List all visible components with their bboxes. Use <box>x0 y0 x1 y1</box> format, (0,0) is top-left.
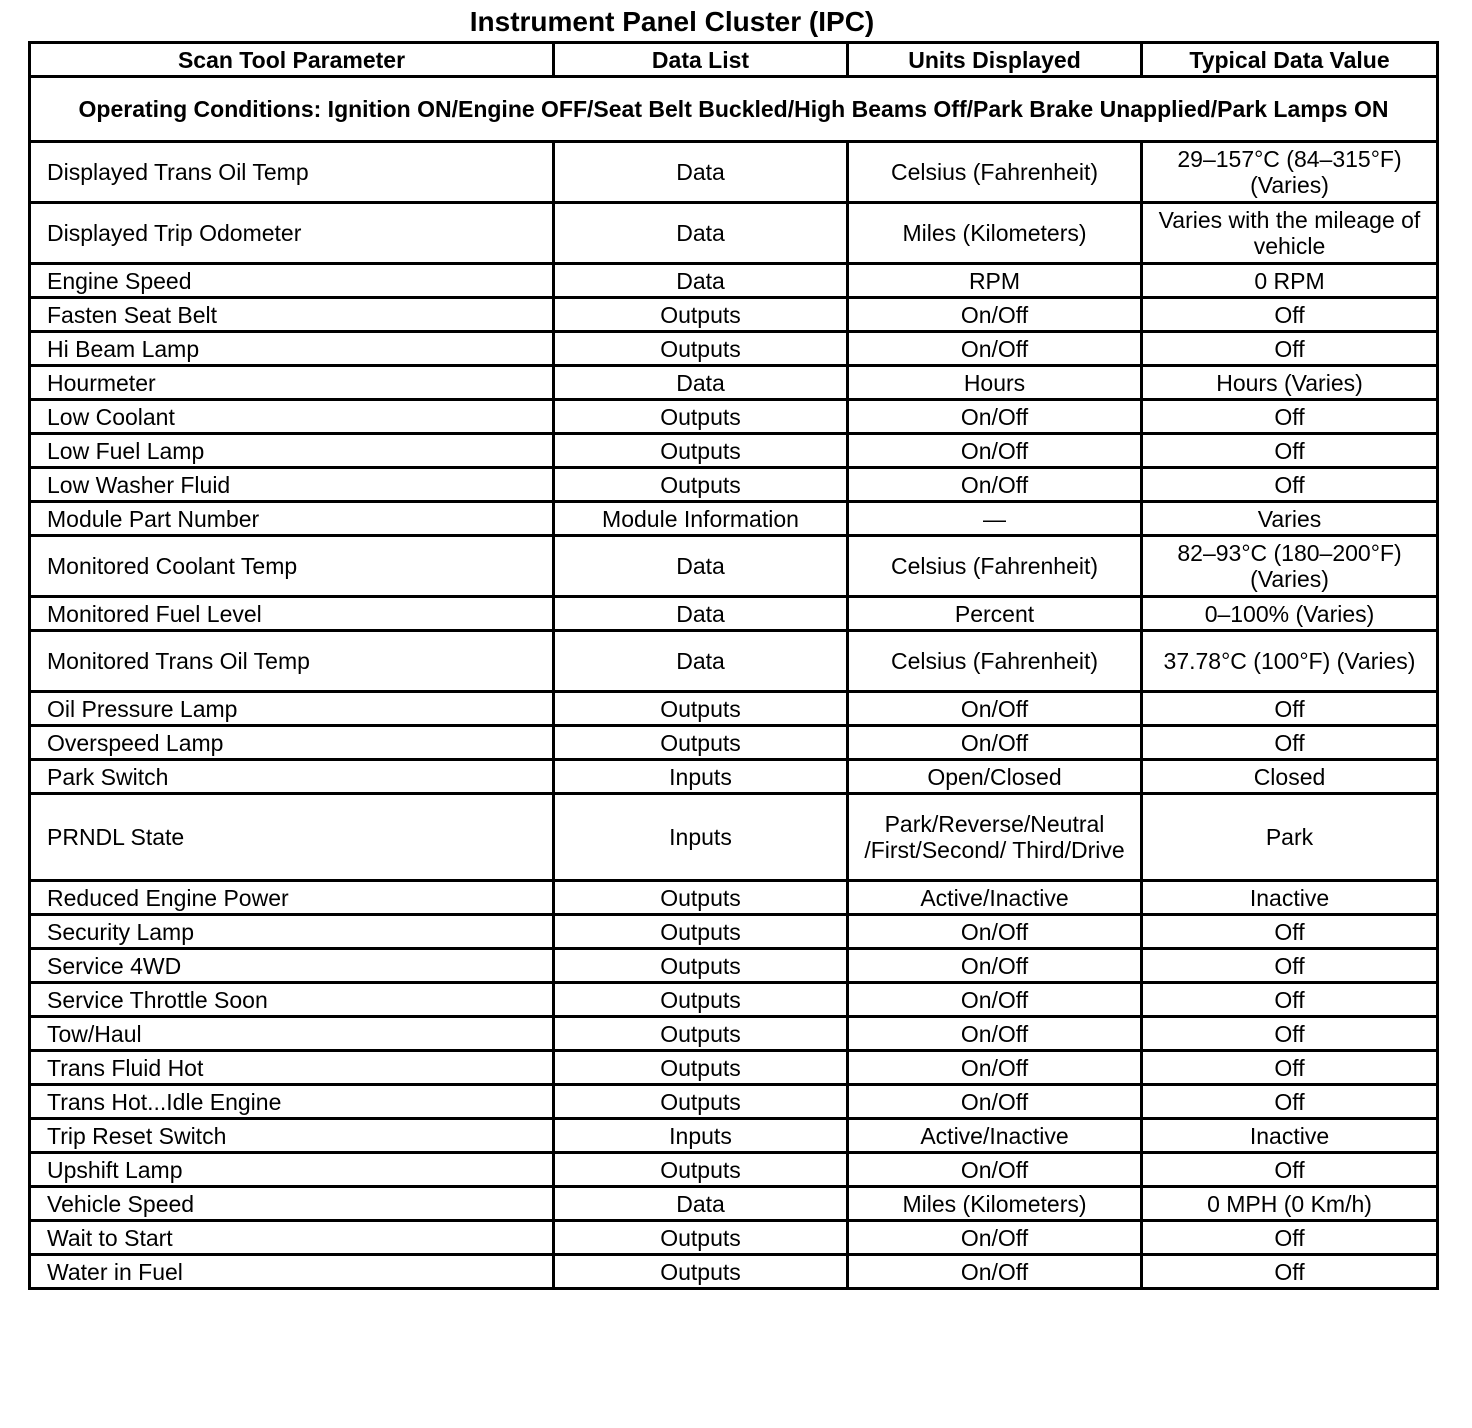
cell-data-list: Outputs <box>554 1017 848 1051</box>
cell-units: On/Off <box>848 949 1142 983</box>
cell-typical-value: 82–93°C (180–200°F) (Varies) <box>1142 536 1438 597</box>
header-data-list: Data List <box>554 43 848 77</box>
cell-units: On/Off <box>848 1085 1142 1119</box>
cell-typical-value: Off <box>1142 1051 1438 1085</box>
cell-parameter: Fasten Seat Belt <box>30 298 554 332</box>
table-row <box>30 794 1438 881</box>
cell-units: On/Off <box>848 692 1142 726</box>
cell-data-list: Data <box>554 203 848 264</box>
cell-typical-value: Off <box>1142 1255 1438 1289</box>
table-row <box>30 1119 1438 1153</box>
table-row <box>30 983 1438 1017</box>
table-row <box>30 760 1438 794</box>
cell-units: On/Off <box>848 1153 1142 1187</box>
page-title: Instrument Panel Cluster (IPC) <box>469 6 875 37</box>
cell-units: Open/Closed <box>848 760 1142 794</box>
cell-parameter: Upshift Lamp <box>30 1153 554 1187</box>
cell-typical-value: Off <box>1142 692 1438 726</box>
cell-typical-value: Off <box>1142 1221 1438 1255</box>
cell-data-list: Outputs <box>554 468 848 502</box>
table-row <box>30 203 1438 264</box>
table-row <box>30 142 1438 203</box>
table-row <box>30 298 1438 332</box>
cell-parameter: Displayed Trans Oil Temp <box>30 142 554 203</box>
cell-data-list: Outputs <box>554 1255 848 1289</box>
cell-parameter: Monitored Fuel Level <box>30 597 554 631</box>
cell-parameter: Reduced Engine Power <box>30 881 554 915</box>
cell-typical-value: Varies <box>1142 502 1438 536</box>
cell-typical-value: Off <box>1142 468 1438 502</box>
cell-typical-value: 0 MPH (0 Km/h) <box>1142 1187 1438 1221</box>
cell-parameter: Hi Beam Lamp <box>30 332 554 366</box>
cell-data-list: Outputs <box>554 692 848 726</box>
table-row <box>30 1255 1438 1289</box>
header-scan-tool-parameter: Scan Tool Parameter <box>30 43 554 77</box>
cell-parameter: Wait to Start <box>30 1221 554 1255</box>
cell-data-list: Outputs <box>554 1051 848 1085</box>
cell-typical-value: Off <box>1142 983 1438 1017</box>
cell-typical-value: 0 RPM <box>1142 264 1438 298</box>
cell-data-list: Inputs <box>554 760 848 794</box>
cell-typical-value: Off <box>1142 434 1438 468</box>
cell-units: On/Off <box>848 915 1142 949</box>
cell-units: Percent <box>848 597 1142 631</box>
operating-conditions: Operating Conditions: Ignition ON/Engine OFF/Seat Belt Buckled/High Beams Off/Park Brake Unapplied/Park Lamps ON <box>30 77 1438 142</box>
table-row <box>30 400 1438 434</box>
table-row <box>30 468 1438 502</box>
table-row <box>30 1051 1438 1085</box>
cell-data-list: Data <box>554 366 848 400</box>
cell-units: Park/Reverse/Neutral /First/Second/ Third/Drive <box>848 794 1142 881</box>
cell-data-list: Outputs <box>554 434 848 468</box>
cell-parameter: Monitored Coolant Temp <box>30 536 554 597</box>
table-row <box>30 502 1438 536</box>
ipc-data-table <box>28 41 1439 1290</box>
cell-typical-value: Off <box>1142 332 1438 366</box>
cell-typical-value: Off <box>1142 915 1438 949</box>
cell-typical-value: Inactive <box>1142 881 1438 915</box>
cell-parameter: Displayed Trip Odometer <box>30 203 554 264</box>
cell-data-list: Outputs <box>554 949 848 983</box>
cell-typical-value: 37.78°C (100°F) (Varies) <box>1142 631 1438 692</box>
cell-parameter: Oil Pressure Lamp <box>30 692 554 726</box>
operating-conditions-row <box>30 77 1438 142</box>
cell-data-list: Outputs <box>554 298 848 332</box>
cell-data-list: Data <box>554 631 848 692</box>
cell-parameter: Park Switch <box>30 760 554 794</box>
cell-units: RPM <box>848 264 1142 298</box>
cell-units: Miles (Kilometers) <box>848 1187 1142 1221</box>
cell-typical-value: Off <box>1142 726 1438 760</box>
cell-data-list: Data <box>554 264 848 298</box>
table-row <box>30 726 1438 760</box>
cell-units: On/Off <box>848 332 1142 366</box>
cell-data-list: Data <box>554 1187 848 1221</box>
table-row <box>30 597 1438 631</box>
cell-typical-value: Off <box>1142 1017 1438 1051</box>
cell-units: On/Off <box>848 400 1142 434</box>
cell-parameter: Overspeed Lamp <box>30 726 554 760</box>
table-row <box>30 366 1438 400</box>
cell-data-list: Data <box>554 142 848 203</box>
cell-typical-value: Off <box>1142 400 1438 434</box>
cell-units: On/Off <box>848 1221 1142 1255</box>
cell-data-list: Module Information <box>554 502 848 536</box>
table-header-row <box>30 43 1438 77</box>
table-row <box>30 1187 1438 1221</box>
cell-units: Active/Inactive <box>848 1119 1142 1153</box>
cell-units: Celsius (Fahrenheit) <box>848 631 1142 692</box>
table-row <box>30 881 1438 915</box>
table-row <box>30 1017 1438 1051</box>
cell-typical-value: Off <box>1142 298 1438 332</box>
header-units-displayed: Units Displayed <box>848 43 1142 77</box>
cell-typical-value: 0–100% (Varies) <box>1142 597 1438 631</box>
cell-data-list: Data <box>554 597 848 631</box>
cell-units: Active/Inactive <box>848 881 1142 915</box>
cell-parameter: PRNDL State <box>30 794 554 881</box>
cell-parameter: Service 4WD <box>30 949 554 983</box>
cell-data-list: Outputs <box>554 1153 848 1187</box>
cell-typical-value: Varies with the mileage of vehicle <box>1142 203 1438 264</box>
cell-data-list: Inputs <box>554 1119 848 1153</box>
cell-units: On/Off <box>848 983 1142 1017</box>
cell-units: On/Off <box>848 726 1142 760</box>
cell-parameter: Vehicle Speed <box>30 1187 554 1221</box>
cell-typical-value: Park <box>1142 794 1438 881</box>
cell-data-list: Outputs <box>554 915 848 949</box>
cell-data-list: Outputs <box>554 400 848 434</box>
cell-parameter: Low Coolant <box>30 400 554 434</box>
table-row <box>30 631 1438 692</box>
table-row <box>30 536 1438 597</box>
cell-typical-value: Closed <box>1142 760 1438 794</box>
table-row <box>30 1153 1438 1187</box>
cell-data-list: Outputs <box>554 1221 848 1255</box>
cell-parameter: Monitored Trans Oil Temp <box>30 631 554 692</box>
cell-parameter: Tow/Haul <box>30 1017 554 1051</box>
cell-parameter: Water in Fuel <box>30 1255 554 1289</box>
cell-parameter: Trans Fluid Hot <box>30 1051 554 1085</box>
cell-parameter: Security Lamp <box>30 915 554 949</box>
cell-units: Celsius (Fahrenheit) <box>848 142 1142 203</box>
cell-parameter: Trans Hot...Idle Engine <box>30 1085 554 1119</box>
header-typical-data-value: Typical Data Value <box>1142 43 1438 77</box>
cell-parameter: Module Part Number <box>30 502 554 536</box>
cell-units: On/Off <box>848 468 1142 502</box>
cell-typical-value: Off <box>1142 1153 1438 1187</box>
cell-typical-value: Hours (Varies) <box>1142 366 1438 400</box>
cell-units: On/Off <box>848 1255 1142 1289</box>
cell-parameter: Service Throttle Soon <box>30 983 554 1017</box>
cell-typical-value: Off <box>1142 949 1438 983</box>
cell-data-list: Outputs <box>554 1085 848 1119</box>
cell-parameter: Low Fuel Lamp <box>30 434 554 468</box>
cell-parameter: Low Washer Fluid <box>30 468 554 502</box>
cell-units: — <box>848 502 1142 536</box>
cell-data-list: Outputs <box>554 332 848 366</box>
cell-typical-value: Inactive <box>1142 1119 1438 1153</box>
cell-units: Hours <box>848 366 1142 400</box>
table-row <box>30 264 1438 298</box>
cell-parameter: Engine Speed <box>30 264 554 298</box>
table-row <box>30 915 1438 949</box>
table-row <box>30 1221 1438 1255</box>
cell-data-list: Outputs <box>554 983 848 1017</box>
table-row <box>30 332 1438 366</box>
cell-units: Celsius (Fahrenheit) <box>848 536 1142 597</box>
cell-data-list: Inputs <box>554 794 848 881</box>
cell-units: On/Off <box>848 434 1142 468</box>
cell-data-list: Outputs <box>554 881 848 915</box>
cell-data-list: Outputs <box>554 726 848 760</box>
table-row <box>30 434 1438 468</box>
cell-units: On/Off <box>848 298 1142 332</box>
table-row <box>30 1085 1438 1119</box>
table-row <box>30 949 1438 983</box>
cell-typical-value: Off <box>1142 1085 1438 1119</box>
cell-parameter: Trip Reset Switch <box>30 1119 554 1153</box>
cell-units: Miles (Kilometers) <box>848 203 1142 264</box>
cell-typical-value: 29–157°C (84–315°F) (Varies) <box>1142 142 1438 203</box>
cell-parameter: Hourmeter <box>30 366 554 400</box>
table-row <box>30 692 1438 726</box>
cell-units: On/Off <box>848 1051 1142 1085</box>
table-body <box>30 77 1438 1289</box>
cell-data-list: Data <box>554 536 848 597</box>
cell-units: On/Off <box>848 1017 1142 1051</box>
